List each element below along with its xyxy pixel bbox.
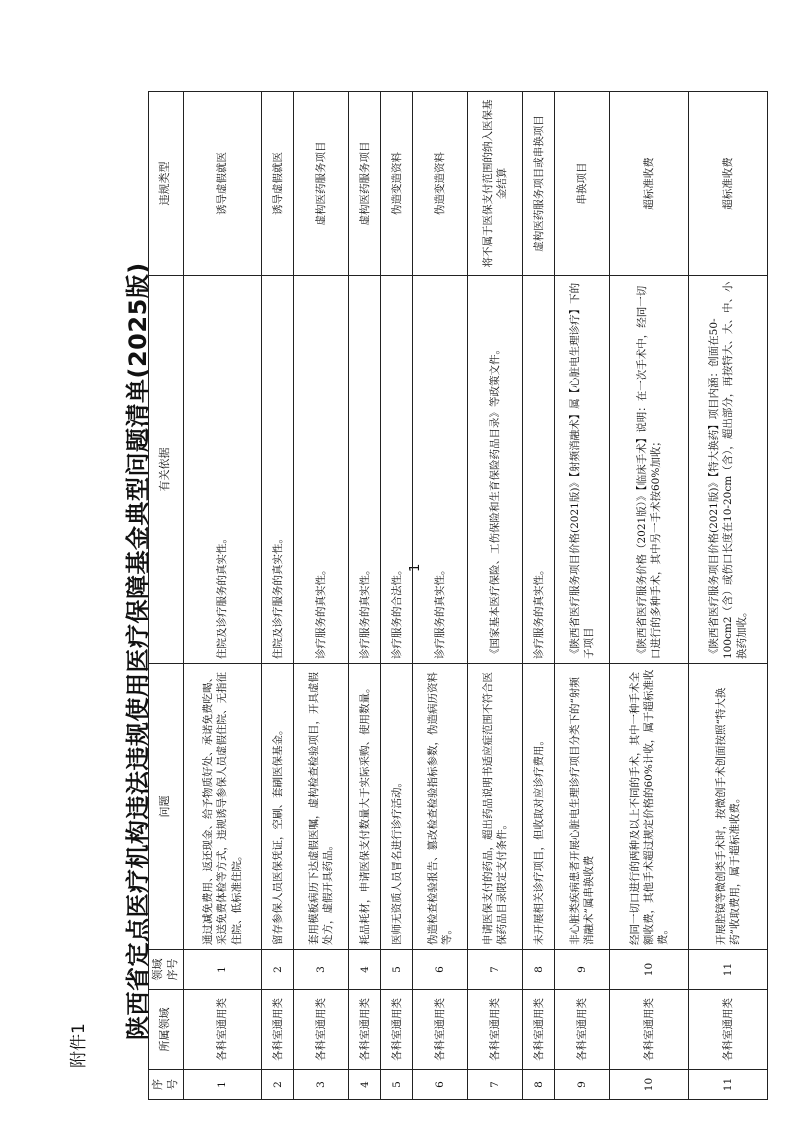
cell-domain-seq: 3 xyxy=(294,950,349,990)
cell-domain: 各科室通用类 xyxy=(412,990,467,1070)
cell-seq: 9 xyxy=(555,1070,610,1100)
cell-domain-seq: 8 xyxy=(523,950,555,990)
document-title: 陕西省定点医疗机构违法违规使用医疗保障基金典型问题清单(2025版) xyxy=(124,262,152,1040)
cell-seq: 11 xyxy=(689,1070,768,1100)
table-row xyxy=(610,92,689,1100)
cell-domain-seq: 6 xyxy=(412,950,467,990)
cell-domain: 各科室通用类 xyxy=(523,990,555,1070)
cell-domain-seq: 4 xyxy=(349,950,381,990)
attachment-label: 附件1 xyxy=(69,1023,89,1068)
cell-basis: 诊疗服务的真实性。 xyxy=(349,276,381,664)
table-row xyxy=(689,92,768,1100)
cell-type: 串换项目 xyxy=(555,92,610,276)
cell-domain: 各科室通用类 xyxy=(183,990,262,1070)
header-domain: 所属领域 xyxy=(149,990,184,1070)
cell-basis: 《陕西省医疗服务项目价格(2021版)》【射频消融术】属【心脏电生理诊疗】下的子项目 xyxy=(555,276,610,664)
cell-seq: 8 xyxy=(523,1070,555,1100)
cell-seq: 1 xyxy=(183,1070,262,1100)
header-problem: 问题 xyxy=(149,664,184,950)
cell-seq: 10 xyxy=(610,1070,689,1100)
cell-problem: 医师无资质人员冒名进行诊疗活动。 xyxy=(381,664,413,950)
cell-problem: 经同一切口进行的两种及以上不同的手术，其中一种手术全额收费，其他手术超过规定价格的60%计收，属于超标准收费。 xyxy=(610,664,689,950)
cell-type: 超标准收费 xyxy=(610,92,689,276)
cell-type: 伪造变造资料 xyxy=(412,92,467,276)
header-seq: 序号 xyxy=(149,1070,184,1100)
cell-basis: 住院及诊疗服务的真实性。 xyxy=(262,276,294,664)
cell-seq: 4 xyxy=(349,1070,381,1100)
cell-type: 将不属于医保支付范围的纳入医保基金结算 xyxy=(468,92,523,276)
cell-seq: 2 xyxy=(262,1070,294,1100)
cell-problem: 伪造检查检验报告、篡改检查检验指标参数，伪造病历资料等。 xyxy=(412,664,467,950)
cell-basis: 《陕西省医疗服务项目价格(2021版)》【特大换药】项目内涵：创面在50-100cm2（含）或伤口长度在10-20cm（含），超出部分，再按特大、大、中、小换药加收。 xyxy=(689,276,768,664)
cell-basis: 诊疗服务的真实性。 xyxy=(523,276,555,664)
cell-problem: 未开展相关诊疗项目，但收取对应诊疗费用。 xyxy=(523,664,555,950)
cell-problem: 留存参保人员医保凭证，空刷、套刷医保基金。 xyxy=(262,664,294,950)
table-row xyxy=(262,92,294,1100)
cell-basis: 住院及诊疗服务的真实性。 xyxy=(183,276,262,664)
table-row xyxy=(349,92,381,1100)
cell-domain: 各科室通用类 xyxy=(349,990,381,1070)
header-basis: 有关依据 xyxy=(149,276,184,664)
cell-domain: 各科室通用类 xyxy=(381,990,413,1070)
page-number: 1 xyxy=(408,563,423,572)
cell-type: 虚构医药服务项目 xyxy=(349,92,381,276)
cell-basis: 诊疗服务的真实性。 xyxy=(294,276,349,664)
cell-domain: 各科室通用类 xyxy=(555,990,610,1070)
cell-problem: 套用模板病历下达虚假医嘱，虚构检查检验项目，开具虚假处方，虚假开具药品。 xyxy=(294,664,349,950)
header-domain-seq: 领域序号 xyxy=(149,950,184,990)
cell-seq: 7 xyxy=(468,1070,523,1100)
problem-list-table xyxy=(148,91,768,1100)
cell-basis: 诊疗服务的真实性。 xyxy=(412,276,467,664)
cell-seq: 6 xyxy=(412,1070,467,1100)
cell-basis: 《国家基本医疗保险、工伤保险和生育保险药品目录》等政策文件。 xyxy=(468,276,523,664)
table-row xyxy=(523,92,555,1100)
cell-domain-seq: 11 xyxy=(689,950,768,990)
cell-type: 虚构医药服务项目 xyxy=(294,92,349,276)
cell-basis: 诊疗服务的合法性。 xyxy=(381,276,413,664)
table-row xyxy=(183,92,262,1100)
table-row xyxy=(412,92,467,1100)
cell-problem: 开展腔镜等微创类手术时，按微创手术创面按照“特大换药”收取费用，属于超标准收费。 xyxy=(689,664,768,950)
cell-domain: 各科室通用类 xyxy=(294,990,349,1070)
cell-domain: 各科室通用类 xyxy=(262,990,294,1070)
table-row xyxy=(555,92,610,1100)
cell-seq: 3 xyxy=(294,1070,349,1100)
cell-problem: 通过减免费用、返还现金、给予物质好处、承诺免费吃喝、采送免费体检等方式，违规诱导参保人员虚假住院、无指征住院、低标准住院。 xyxy=(183,664,262,950)
cell-type: 伪造变造资料 xyxy=(381,92,413,276)
cell-domain-seq: 5 xyxy=(381,950,413,990)
cell-problem: 耗品耗材，申请医保支付数量大于实际采购、使用数量。 xyxy=(349,664,381,950)
cell-type: 超标准收费 xyxy=(689,92,768,276)
cell-domain-seq: 1 xyxy=(183,950,262,990)
cell-problem: 非心脏类疾病患者开展心脏电生理诊疗项目分类下的“射频消融术”属串换收费 xyxy=(555,664,610,950)
table-row xyxy=(294,92,349,1100)
table-row xyxy=(468,92,523,1100)
cell-domain: 各科室通用类 xyxy=(689,990,768,1070)
cell-domain: 各科室通用类 xyxy=(468,990,523,1070)
table-row xyxy=(381,92,413,1100)
cell-domain: 各科室通用类 xyxy=(610,990,689,1070)
table-header-row xyxy=(149,92,184,1100)
cell-domain-seq: 7 xyxy=(468,950,523,990)
cell-domain-seq: 10 xyxy=(610,950,689,990)
cell-type: 诱导虚假就医 xyxy=(262,92,294,276)
table-container xyxy=(148,92,768,1100)
cell-type: 虚构医药服务项目或串换项目 xyxy=(523,92,555,276)
cell-type: 诱导虚假就医 xyxy=(183,92,262,276)
cell-domain-seq: 9 xyxy=(555,950,610,990)
cell-domain-seq: 2 xyxy=(262,950,294,990)
cell-seq: 5 xyxy=(381,1070,413,1100)
cell-problem: 申请医保支付的药品，超出药品说明书适应症范围不符合医保药品目录限定支付条件。 xyxy=(468,664,523,950)
header-type: 违规类型 xyxy=(149,92,184,276)
cell-basis: 《陕西省医疗服务价格（2021版）》【临床手术】说明：在一次手术中，经同一切口进行的多种手术，其中另一手术按60%加收； xyxy=(610,276,689,664)
